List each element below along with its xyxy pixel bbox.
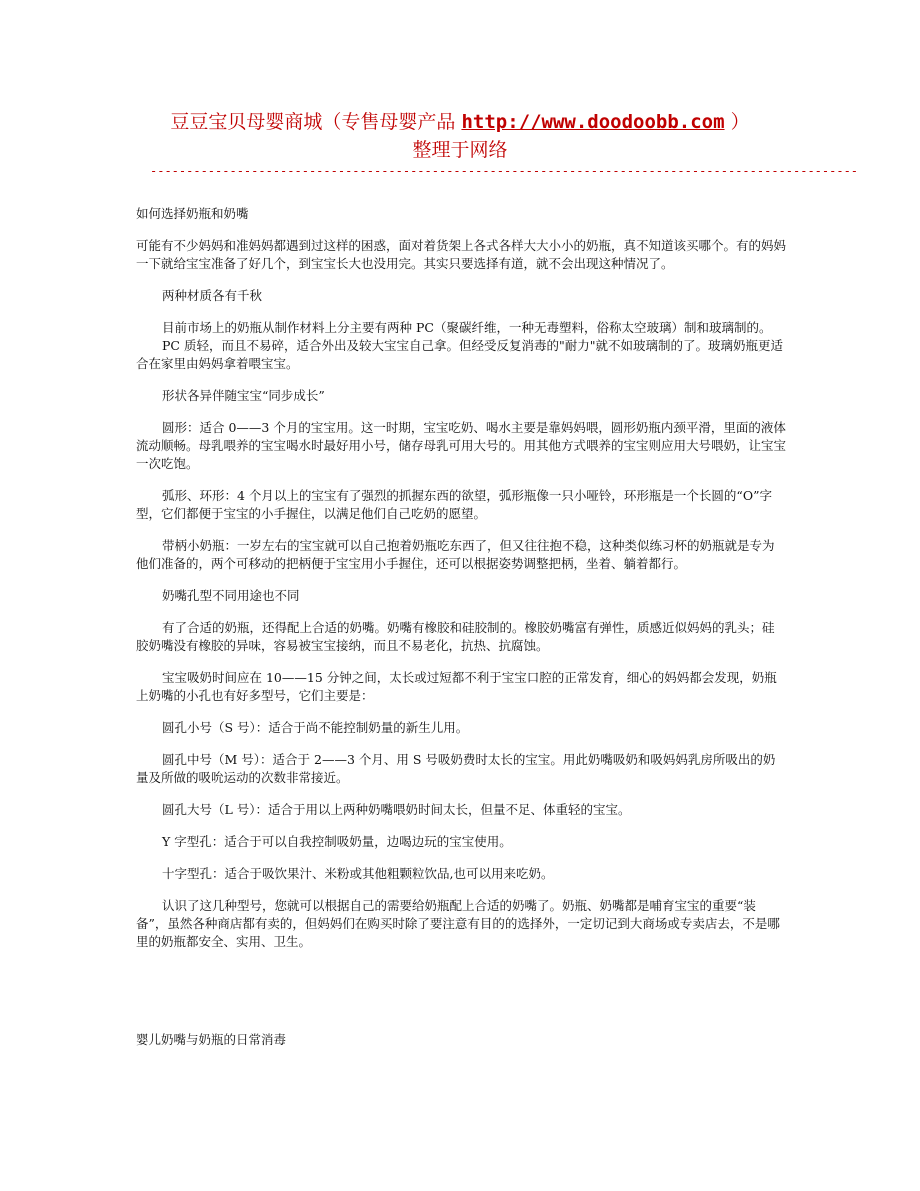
- paragraph: 圆形：适合 0——3 个月的宝宝用。这一时期，宝宝吃奶、喝水主要是靠妈妈喂，圆形奶瓶内颈平滑，里面的液体流动顺畅。母乳喂养的宝宝喝水时最好用小号，储存母乳可用大号的。用其他方式喂养的宝宝则应用大号喂奶，让宝宝一次吃饱。: [136, 420, 787, 471]
- paragraph: 可能有不少妈妈和准妈妈都遇到过这样的困惑，面对着货架上各式各样大大小小的奶瓶，真不知道该买哪个。有的妈妈一下就给宝宝准备了好几个，到宝宝长大也没用完。其实只要选择有道，就不会出现这种情况了。: [136, 238, 787, 271]
- article-body: [136, 205, 786, 1063]
- paragraph: PC 质轻，而且不易碎，适合外出及较大宝宝自己拿。但经受反复消毒的"耐力"就不如玻璃制的了。玻璃奶瓶更适合在家里由妈妈拿着喂宝宝。: [136, 338, 783, 371]
- article-title: 如何选择奶瓶和奶嘴: [136, 206, 249, 221]
- list-item: 十字型孔：适合于吸饮果汁、米粉或其他粗颗粒饮品,也可以用来吃奶。: [162, 866, 554, 881]
- paragraph: 目前市场上的奶瓶从制作材料上分主要有两种 PC（聚碳纤维，一种无毒塑料，俗称太空玻璃）制和玻璃制的。: [162, 320, 772, 335]
- paragraph: 带柄小奶瓶：一岁左右的宝宝就可以自己抱着奶瓶吃东西了，但又往往抱不稳，这种类似练习杯的奶瓶就是专为他们准备的，两个可移动的把柄便于宝宝用小手握住，还可以根据姿势调整把柄，坐着、躺着都行。: [136, 538, 775, 571]
- header-subtitle: 整理于网络: [412, 139, 508, 161]
- header-title: 豆豆宝贝母婴商城（专售母婴产品: [170, 111, 456, 133]
- section-title: 婴儿奶嘴与奶瓶的日常消毒: [136, 1032, 287, 1047]
- section-heading: 奶嘴孔型不同用途也不同: [162, 588, 300, 603]
- paragraph: 弧形、环形：4 个月以上的宝宝有了强烈的抓握东西的欲望，弧形瓶像一只小哑铃，环形瓶是一个长圆的“O”字型，它们都便于宝宝的小手握住，以满足他们自己吃奶的愿望。: [136, 488, 772, 521]
- header-title-suffix: ）: [730, 111, 750, 133]
- store-link[interactable]: http://www.doodoobb.com: [461, 111, 725, 133]
- paragraph: 认识了这几种型号，您就可以根据自己的需要给奶瓶配上合适的奶嘴了。奶瓶、奶嘴都是哺育宝宝的重要“装备”，虽然各种商店都有卖的，但妈妈们在购买时除了要注意有目的的选择外，一定切记到大商场或专卖店去，不是哪里的奶瓶都安全、实用、卫生。: [136, 898, 780, 949]
- paragraph: 宝宝吸奶时间应在 10——15 分钟之间，太长或过短都不利于宝宝口腔的正常发育，细心的妈妈都会发现，奶瓶上奶嘴的小孔也有好多型号，它们主要是：: [136, 670, 777, 703]
- list-item: Y 字型孔：适合于可以自我控制吸奶量，边喝边玩的宝宝使用。: [162, 834, 512, 849]
- list-item: 圆孔大号（L 号）：适合于用以上两种奶嘴喂奶时间太长，但量不足、体重轻的宝宝。: [162, 802, 631, 817]
- list-item: 圆孔中号（M 号）：适合于 2——3 个月、用 S 号吸奶费时太长的宝宝。用此奶嘴吸奶和吸妈妈乳房所吸出的奶量及所做的吸吮运动的次数非常接近。: [136, 752, 776, 785]
- section-heading: 形状各异伴随宝宝“同步成长”: [162, 388, 325, 403]
- section-heading: 两种材质各有千秋: [162, 288, 263, 303]
- paragraph: 有了合适的奶瓶，还得配上合适的奶嘴。奶嘴有橡胶和硅胶制的。橡胶奶嘴富有弹性，质感近似妈妈的乳头；硅胶奶嘴没有橡胶的异味，容易被宝宝接纳，而且不易老化，抗热、抗腐蚀。: [136, 620, 775, 653]
- list-item: 圆孔小号（S 号）：适合于尚不能控制奶量的新生儿用。: [162, 720, 469, 735]
- header-divider: --------------------------------------------------------------------------------------------------: [150, 164, 859, 178]
- document-header: [0, 108, 920, 164]
